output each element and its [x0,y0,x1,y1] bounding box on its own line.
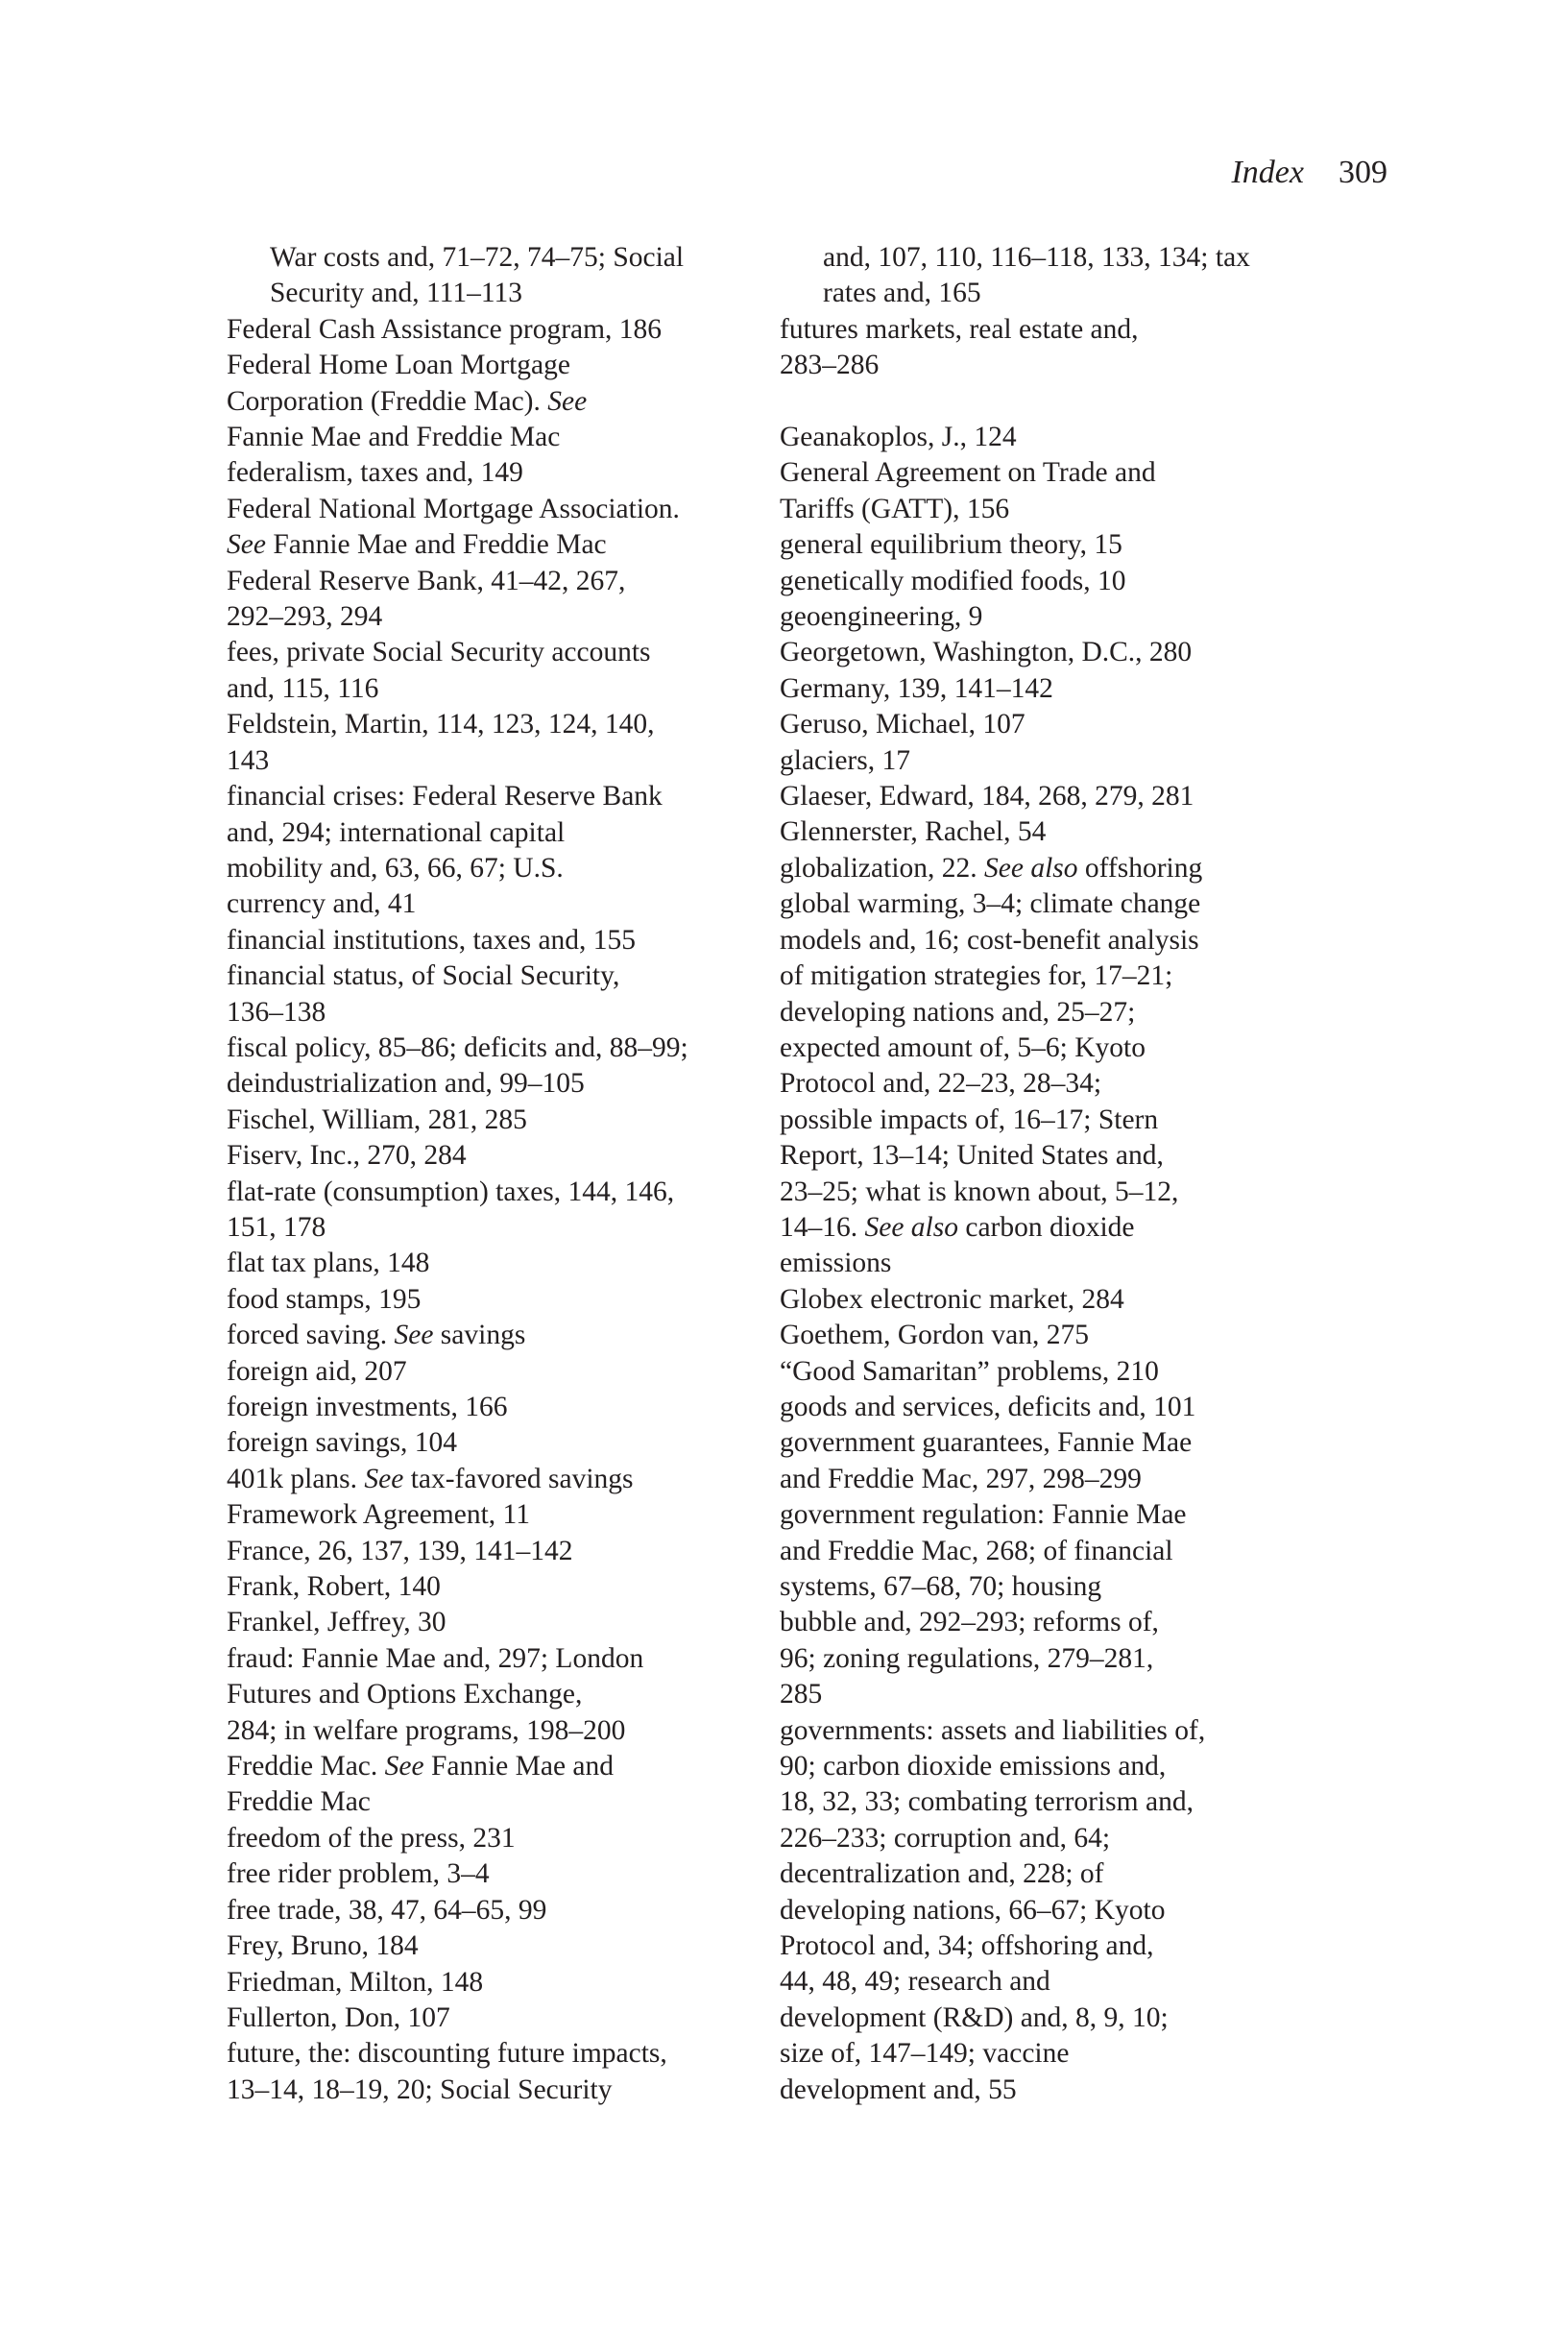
index-entry-line: fraud: Fannie Mae and, 297; London [227,1642,644,1674]
index-entry [780,1425,1317,1497]
index-entry-line: fees, private Social Security accounts [227,637,651,668]
index-entry-line: and, 115, 116 [227,672,379,704]
index-entry [227,2000,764,2036]
index-entry-line: and, 294; international capital [227,816,566,848]
index-entry-line: and Freddie Mac, 268; of financial [780,1535,1173,1566]
index-entry [780,1390,1317,1425]
index-entry [227,1390,764,1425]
index-entry-line: Frey, Bruno, 184 [227,1930,419,1962]
index-entry [227,635,764,707]
index-entry-line: global warming, 3–4; climate change [780,888,1201,920]
index-entry-line: “Good Samaritan” problems, 210 [780,1355,1159,1387]
index-entry [227,1138,764,1174]
index-entry [780,743,1317,779]
index-entry [780,455,1317,527]
index-entry [227,1282,764,1318]
index-entry-line: Glaeser, Edward, 184, 268, 279, 281 [780,781,1194,812]
index-entry [780,240,1317,312]
index-entry [227,240,764,312]
index-entry [780,527,1317,563]
index-entry [780,312,1317,384]
index-entry [227,1965,764,2000]
index-entry-line: 44, 48, 49; research and [780,1966,1050,1998]
index-entry-line: future, the: discounting future impacts, [227,2038,667,2070]
index-entry [780,564,1317,599]
index-entry-line: foreign investments, 166 [227,1392,508,1422]
index-entry [780,779,1317,814]
index-entry-line: futures markets, real estate and, [780,313,1139,345]
index-entry [227,1749,764,1821]
index-entry-line: financial institutions, taxes and, 155 [227,924,637,956]
index-entry-line: 18, 32, 33; combating terrorism and, [780,1786,1194,1818]
index-entry-line: and Freddie Mac, 297, 298–299 [780,1463,1142,1494]
index-entry-line: Security and, 111–113 [270,278,522,309]
index-entry-line: developing nations and, 25–27; [780,996,1136,1028]
index-entry [227,1641,764,1749]
index-entry-line: 285 [780,1679,823,1710]
index-entry-line: flat-rate (consumption) taxes, 144, 146, [227,1176,675,1207]
index-entry [227,1462,764,1497]
index-entry [780,1282,1317,1318]
index-entry [227,779,764,923]
index-entry-line: governments: assets and liabilities of, [780,1714,1206,1746]
index-entry [780,1318,1317,1353]
index-entry-line: size of, 147–149; vaccine [780,2038,1070,2070]
index-entry-line: France, 26, 137, 139, 141–142 [227,1535,573,1566]
index-entry [227,564,764,636]
index-entry [780,420,1317,455]
index-entry [780,599,1317,635]
index-entry [227,707,764,779]
index-entry [780,886,1317,1281]
index-entry-line: 14–16. See also carbon dioxide [780,1211,1135,1243]
index-entry-line: Protocol and, 22–23, 28–34; [780,1068,1102,1100]
index-entry-line: federalism, taxes and, 149 [227,457,523,489]
index-entry-line: 284; in welfare programs, 198–200 [227,1714,626,1746]
index-entry-line: 292–293, 294 [227,601,383,633]
index-entry [227,1893,764,1928]
index-entry [227,1605,764,1640]
index-entry [227,1856,764,1892]
index-entry-line: currency and, 41 [227,888,417,920]
index-entry [227,348,764,455]
index-entry [227,1246,764,1281]
index-entry-line: 23–25; what is known about, 5–12, [780,1176,1179,1207]
index-entry-line: foreign savings, 104 [227,1427,458,1459]
index-entry-line: free trade, 38, 47, 64–65, 99 [227,1894,547,1926]
index-entry-line: War costs and, 71–72, 74–75; Social [270,242,685,273]
index-entry [780,814,1317,850]
running-head [1231,154,1387,192]
index-entry [227,1425,764,1461]
index-entry-line: geoengineering, 9 [780,601,983,633]
index-entry-line: See Fannie Mae and Freddie Mac [227,529,607,561]
index-entry [780,671,1317,707]
index-entry-line: Report, 13–14; United States and, [780,1140,1164,1172]
index-entry [227,1534,764,1569]
index-entry [227,1103,764,1138]
index-entry-line: Corporation (Freddie Mac). See [227,385,588,417]
index-entry [227,2036,764,2108]
index-entry-line: free rider problem, 3–4 [227,1858,490,1890]
index-entry-line: bubble and, 292–293; reforms of, [780,1607,1159,1638]
index-entry-line: Framework Agreement, 11 [227,1499,530,1531]
index-entry [780,851,1317,886]
index-entry-line: globalization, 22. See also offshoring [780,852,1203,884]
index-entry-line: 283–286 [780,350,880,381]
index-entry-line: financial crises: Federal Reserve Bank [227,781,663,812]
index-entry [780,1713,1317,2108]
index-entry-line: Futures and Options Exchange, [227,1679,583,1710]
index-entry [227,1318,764,1353]
index-entry [227,923,764,958]
index-entry-line: Geanakoplos, J., 124 [780,422,1017,453]
page-number: 309 [1339,155,1387,190]
index-entry-line: possible impacts of, 16–17; Stern [780,1103,1159,1135]
index-entry-line: developing nations, 66–67; Kyoto [780,1894,1166,1926]
index-entry [227,1497,764,1533]
index-entry [227,1821,764,1856]
index-entry-line: Fannie Mae and Freddie Mac [227,422,561,453]
index-entry-line: glaciers, 17 [780,744,910,776]
index-entry-line: government regulation: Fannie Mae [780,1499,1187,1531]
index-entry-line: Feldstein, Martin, 114, 123, 124, 140, [227,709,655,740]
index-entry-line: Frankel, Jeffrey, 30 [227,1607,446,1638]
index-entry-line: 143 [227,744,270,776]
index-entry-line: freedom of the press, 231 [227,1822,516,1854]
index-entry-line: Federal Cash Assistance program, 186 [227,313,663,345]
index-entry-line: general equilibrium theory, 15 [780,529,1122,561]
index-entry-line: Federal Reserve Bank, 41–42, 267, [227,565,626,596]
index-entry-line: emissions [780,1248,892,1279]
index-entry [227,1354,764,1390]
index-entry-line: 401k plans. See tax-favored savings [227,1463,634,1494]
index-entry-line: expected amount of, 5–6; Kyoto [780,1031,1146,1063]
index-entry-line: Friedman, Milton, 148 [227,1966,484,1998]
index-entry [227,1031,764,1103]
index-entry-line: decentralization and, 228; of [780,1858,1104,1890]
index-entry [780,707,1317,742]
index-entry [227,455,764,491]
index-entry-line: 151, 178 [227,1211,326,1243]
index-column-left [227,240,764,2108]
index-entry-line: and, 107, 110, 116–118, 133, 134; tax [823,242,1250,273]
index-entry-line: Globex electronic market, 284 [780,1283,1124,1315]
index-entry-line: food stamps, 195 [227,1283,422,1315]
index-entry-line: 13–14, 18–19, 20; Social Security [227,2073,613,2105]
index-entry [227,492,764,564]
index-entry-line: Georgetown, Washington, D.C., 280 [780,637,1193,668]
index-entry-line: Goethem, Gordon van, 275 [780,1320,1089,1351]
index-entry-line: government guarantees, Fannie Mae [780,1427,1193,1459]
index-entry [780,635,1317,670]
index-entry-line: development and, 55 [780,2073,1017,2105]
index-entry-line: systems, 67–68, 70; housing [780,1571,1102,1603]
index-entry-line: Tariffs (GATT), 156 [780,493,1010,524]
index-entry [227,958,764,1031]
index-entry-line: Frank, Robert, 140 [227,1571,441,1603]
index-entry-line: General Agreement on Trade and [780,457,1156,489]
index-entry-line: fiscal policy, 85–86; deficits and, 88–99; [227,1031,688,1063]
index-entry-line: flat tax plans, 148 [227,1248,430,1279]
index-entry-line: forced saving. See savings [227,1320,526,1351]
index-entry-line: Fullerton, Don, 107 [227,2001,450,2033]
index-entry [227,312,764,348]
index-entry-line: Federal Home Loan Mortgage [227,350,570,381]
index-entry-line: Germany, 139, 141–142 [780,672,1053,704]
index-column-right [780,240,1317,2108]
index-entry-line: 96; zoning regulations, 279–281, [780,1642,1154,1674]
index-entry-line: deindustrialization and, 99–105 [227,1068,585,1100]
index-entry-line: Freddie Mac. See Fannie Mae and [227,1751,615,1782]
index-entry-line: rates and, 165 [823,278,981,309]
index-entry-line: 136–138 [227,996,326,1028]
index-entry-line: Glennerster, Rachel, 54 [780,816,1047,848]
index-entry-line: of mitigation strategies for, 17–21; [780,960,1173,992]
index-entry-line: 226–233; corruption and, 64; [780,1822,1111,1854]
index-entry-line: Federal National Mortgage Association. [227,493,680,524]
index-entry-line: Freddie Mac [227,1786,371,1818]
index-entry-line: genetically modified foods, 10 [780,565,1126,596]
index-entry-line: Fischel, William, 281, 285 [227,1103,527,1135]
index-entry-line: mobility and, 63, 66, 67; U.S. [227,852,564,884]
index-entry-line: foreign aid, 207 [227,1355,407,1387]
index-entry-line: 90; carbon dioxide emissions and, [780,1751,1167,1782]
index-entry-line: development (R&D) and, 8, 9, 10; [780,2001,1169,2033]
index-entry [227,1928,764,1964]
index-entry-line: financial status, of Social Security, [227,960,620,992]
index-entry-line: Fiserv, Inc., 270, 284 [227,1140,467,1172]
index-entry [227,1569,764,1605]
running-head-title: Index [1231,155,1304,190]
index-entry-line: models and, 16; cost-benefit analysis [780,924,1199,956]
index-entry-line: goods and services, deficits and, 101 [780,1391,1196,1422]
index-entry [780,1497,1317,1712]
index-entry-line: Geruso, Michael, 107 [780,709,1025,740]
index-entry [780,1354,1317,1390]
index-entry-line: Protocol and, 34; offshoring and, [780,1930,1154,1962]
index-entry [227,1175,764,1247]
